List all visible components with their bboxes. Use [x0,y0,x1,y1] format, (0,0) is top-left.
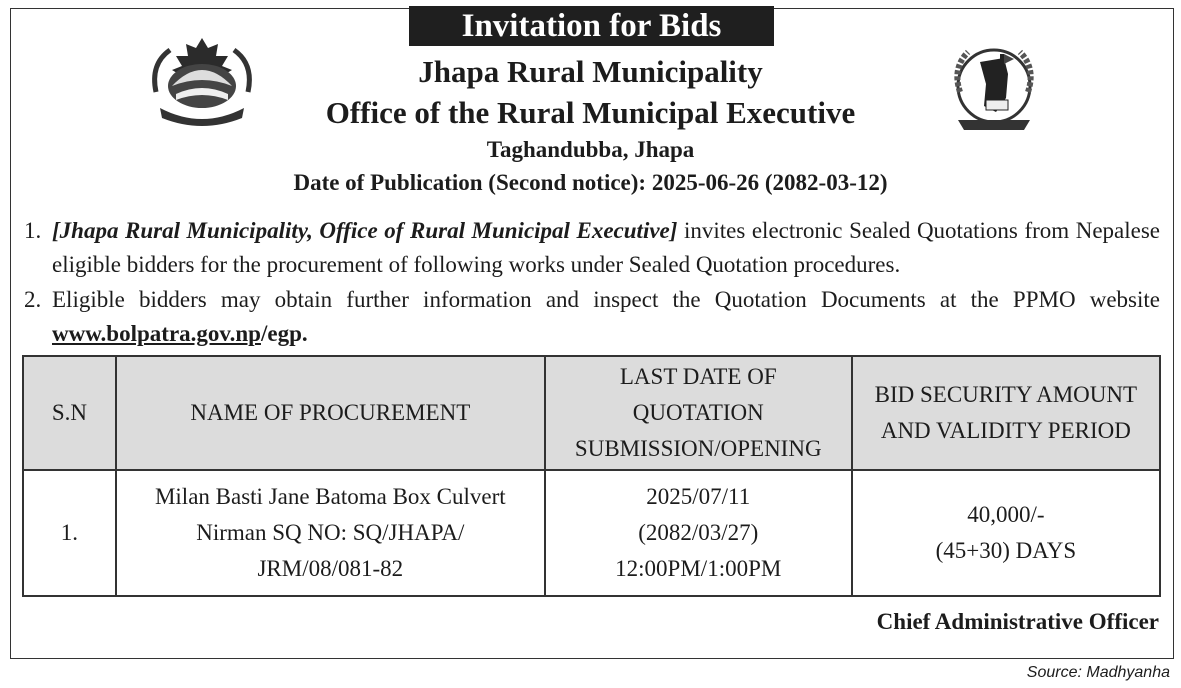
paragraph-2 [24,283,1160,351]
paragraph-1-text: invites electronic Sealed Quotations from Nepalese eligible bidders for the procurement of following works under Sealed Quotation procedures. [52,218,1160,277]
paragraph-1-org: [Jhapa Rural Municipality, Office of Rural Municipal Executive] [52,218,678,243]
paragraph-2-body [52,283,1160,351]
procurement-table [22,355,1161,597]
paragraph-1-body [52,214,1160,282]
cell-security-amount: 40,000/- [967,502,1045,527]
banner-title: Invitation for Bids [409,6,774,46]
paragraph-1-number: 1. [24,218,42,243]
table-header-row [23,356,1160,470]
cell-date-line-1: 2025/07/11 [646,484,751,509]
paragraph-2-suffix: /egp. [260,321,308,346]
cell-date-line-2: (2082/03/27) [638,520,759,545]
publication-date: Date of Publication (Second notice): 2025-06-26 (2082-03-12) [293,170,888,195]
organization-name: Jhapa Rural Municipality [418,54,763,89]
cell-validity-period: (45+30) DAYS [935,538,1077,563]
address: Taghandubba, Jhapa [486,137,695,162]
cell-last-date [545,470,852,596]
header-bid-security: BID SECURITY AMOUNT AND VALIDITY PERIOD [852,356,1160,470]
cell-sn: 1. [23,470,116,596]
header-sn: S.N [23,356,116,470]
source-credit: Source: Madhyanha [1026,664,1170,681]
paragraph-1 [24,214,1160,282]
header-last-date: LAST DATE OF QUOTATION SUBMISSION/OPENING [545,356,852,470]
table-row [23,470,1160,596]
paragraph-2-text: Eligible bidders may obtain further information and inspect the Quotation Documents at the PPMO website [52,287,1160,312]
office-name: Office of the Rural Municipal Executive [325,95,856,130]
ppmo-website-link[interactable]: www.bolpatra.gov.np [52,321,261,346]
cell-procurement-name: Milan Basti Jane Batoma Box Culvert Nirman SQ NO: SQ/JHAPA/ JRM/08/081-82 [116,470,545,596]
header-name: NAME OF PROCUREMENT [116,356,545,470]
cell-date-line-3: 12:00PM/1:00PM [615,556,782,581]
cell-bid-security [852,470,1160,596]
paragraph-2-number: 2. [24,287,42,312]
signatory: Chief Administrative Officer [876,609,1159,634]
